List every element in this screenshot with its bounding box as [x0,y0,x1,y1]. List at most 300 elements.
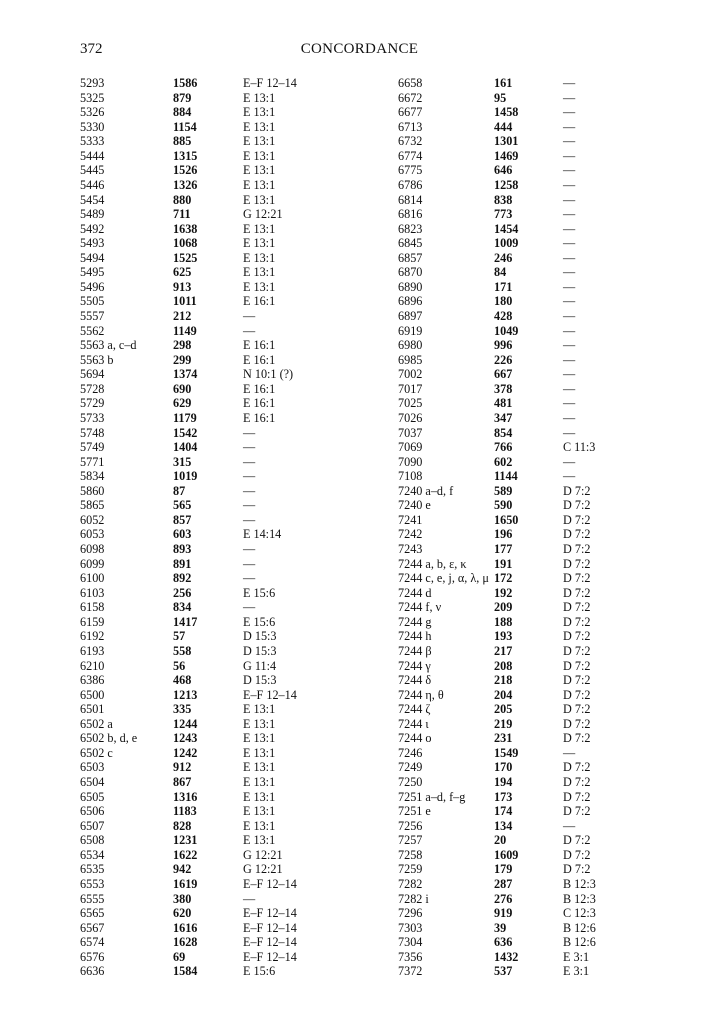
catalogue-number: 1242 [173,745,198,760]
inventory-number: 5446 [80,177,105,192]
context-reference: E 13:1 [243,148,276,163]
inventory-number: 5494 [80,250,105,265]
inventory-number: 5330 [80,119,105,134]
context-reference: — [563,323,576,338]
context-reference: E–F 12–14 [243,876,297,891]
inventory-number: 7240 a–d, f [398,483,454,498]
inventory-number: 7282 [398,876,423,891]
context-reference: C 11:3 [563,440,596,455]
catalogue-number: 857 [173,512,192,527]
catalogue-number: 298 [173,338,192,353]
catalogue-number: 880 [173,192,192,207]
catalogue-number: 1009 [494,236,519,251]
context-reference: D 7:2 [563,716,591,731]
inventory-number: 7244 h [398,629,432,644]
inventory-number: 5445 [80,163,105,178]
inventory-number: 6508 [80,833,105,848]
inventory-number: 6823 [398,221,423,236]
inventory-number: 6507 [80,818,105,833]
inventory-number: 7244 f, ν [398,600,442,615]
catalogue-number: 287 [494,876,513,891]
inventory-number: 6897 [398,309,423,323]
inventory-number: 7025 [398,396,423,411]
catalogue-number: 226 [494,352,513,367]
context-reference: E 14:14 [243,527,282,542]
inventory-number: 7244 o [398,731,432,746]
catalogue-number: 1650 [494,512,519,527]
context-reference: — [243,571,256,586]
context-reference: B 12:6 [563,935,596,950]
context-reference: — [243,512,256,527]
inventory-number: 6100 [80,571,105,586]
inventory-number: 6535 [80,862,105,877]
inventory-number: 6576 [80,949,105,964]
catalogue-number: 191 [494,556,513,571]
context-reference: — [563,294,576,309]
context-reference: E 16:1 [243,352,276,367]
context-reference: E 13:1 [243,221,276,236]
context-reference: D 7:2 [563,643,591,658]
context-reference: D 7:2 [563,833,591,848]
inventory-number: 6732 [398,134,423,149]
inventory-number: 6870 [398,265,423,280]
context-reference: — [563,265,576,280]
catalogue-number: 625 [173,265,192,280]
catalogue-number: 1584 [173,964,198,979]
context-reference: D 7:2 [563,862,591,877]
context-reference: G 12:21 [243,862,283,877]
context-reference: D 7:2 [563,804,591,819]
catalogue-number: 173 [494,789,513,804]
context-reference: E 13:1 [243,105,276,120]
context-reference: D 7:2 [563,585,591,600]
context-reference: — [243,891,256,906]
catalogue-number: 629 [173,396,192,411]
context-reference: D 7:2 [563,483,591,498]
context-reference: G 11:4 [243,658,277,673]
context-reference: — [563,221,576,236]
catalogue-number: 84 [494,265,507,280]
catalogue-number: 1011 [173,294,197,309]
inventory-number: 6502 b, d, e [80,731,138,746]
context-reference: D 15:3 [243,673,277,688]
inventory-number: 5562 [80,323,105,338]
catalogue-number: 208 [494,658,513,673]
context-reference: — [243,425,256,440]
catalogue-number: 711 [173,207,191,222]
context-reference: D 7:2 [563,629,591,644]
catalogue-number: 854 [494,425,513,440]
context-reference: E 13:1 [243,833,276,848]
context-reference: D 7:2 [563,658,591,673]
inventory-number: 6574 [80,935,105,950]
inventory-number: 7090 [398,454,423,469]
inventory-number: 7244 d [398,585,432,600]
context-reference: E 13:1 [243,90,276,105]
catalogue-number: 194 [494,775,513,789]
context-reference: E 15:6 [243,585,276,600]
inventory-number: 6159 [80,614,105,629]
inventory-number: 7241 [398,512,423,527]
context-reference: — [563,469,576,484]
context-reference: — [563,454,576,469]
inventory-number: 6713 [398,119,423,134]
inventory-number: 7026 [398,410,423,425]
context-reference: D 7:2 [563,600,591,615]
catalogue-number: 196 [494,527,513,542]
inventory-number: 7244 γ [398,658,431,673]
context-reference: E 13:1 [243,163,276,178]
context-reference: E–F 12–14 [243,920,297,935]
catalogue-number: 942 [173,862,192,877]
inventory-number: 6192 [80,629,105,644]
catalogue-number: 180 [494,294,513,309]
inventory-number: 6774 [398,148,423,163]
inventory-number: 5489 [80,207,105,222]
context-reference: — [563,279,576,294]
catalogue-number: 192 [494,585,513,600]
inventory-number: 6386 [80,673,105,688]
context-reference: — [563,163,576,178]
catalogue-number: 1258 [494,177,519,192]
inventory-number: 6506 [80,804,105,819]
context-reference: E 13:1 [243,745,276,760]
inventory-number: 5563 a, c–d [80,338,137,353]
catalogue-number: 838 [494,192,513,207]
context-reference: E 13:1 [243,804,276,819]
context-reference: N 10:1 (?) [243,367,294,382]
context-reference: E 13:1 [243,818,276,833]
inventory-number: 7242 [398,527,423,542]
inventory-number: 6505 [80,789,105,804]
context-reference: — [243,454,256,469]
catalogue-number: 602 [494,454,513,469]
inventory-number: 6502 c [80,745,113,760]
inventory-number: 5454 [80,192,105,207]
context-reference: — [243,600,256,615]
context-reference: E–F 12–14 [243,906,297,921]
catalogue-number: 57 [173,629,186,644]
context-reference: — [243,469,256,484]
catalogue-number: 1316 [173,789,198,804]
catalogue-number: 1638 [173,221,198,236]
inventory-number: 5694 [80,367,105,382]
context-reference: — [563,90,576,105]
context-reference: D 7:2 [563,687,591,702]
catalogue-number: 335 [173,702,192,717]
catalogue-number: 1326 [173,177,198,192]
catalogue-number: 212 [173,309,192,323]
context-reference: D 7:2 [563,556,591,571]
inventory-number: 6193 [80,643,105,658]
catalogue-number: 170 [494,760,513,775]
catalogue-number: 1049 [494,323,519,338]
catalogue-number: 1622 [173,847,198,862]
inventory-number: 6534 [80,847,105,862]
catalogue-number: 315 [173,454,192,469]
catalogue-number: 828 [173,818,192,833]
inventory-number: 6500 [80,687,105,702]
inventory-number: 6672 [398,90,423,105]
catalogue-number: 1417 [173,614,198,629]
catalogue-number: 867 [173,775,192,789]
catalogue-number: 1149 [173,323,197,338]
catalogue-number: 193 [494,629,513,644]
context-reference: — [243,556,256,571]
inventory-number: 7017 [398,381,423,396]
context-reference: — [243,498,256,513]
context-reference: E 16:1 [243,410,276,425]
context-reference: — [563,192,576,207]
catalogue-number: 1619 [173,876,198,891]
catalogue-number: 1454 [494,221,519,236]
catalogue-number: 276 [494,891,513,906]
inventory-number: 6501 [80,702,105,717]
inventory-number: 7108 [398,469,423,484]
inventory-number: 6814 [398,192,423,207]
inventory-number: 6553 [80,876,105,891]
catalogue-number: 667 [494,367,513,382]
context-reference: D 15:3 [243,629,277,644]
context-reference: E 16:1 [243,294,276,309]
catalogue-number: 134 [494,818,513,833]
catalogue-number: 218 [494,673,513,688]
catalogue-number: 603 [173,527,192,542]
inventory-number: 6896 [398,294,423,309]
catalogue-number: 188 [494,614,513,629]
inventory-number: 7244 c, e, j, α, λ, μ [398,571,489,586]
inventory-number: 6845 [398,236,423,251]
catalogue-number: 219 [494,716,513,731]
context-reference: E 16:1 [243,396,276,411]
context-reference: — [563,396,576,411]
catalogue-number: 912 [173,760,192,775]
inventory-number: 7246 [398,745,423,760]
inventory-number: 5748 [80,425,105,440]
catalogue-number: 537 [494,964,513,979]
inventory-number: 5771 [80,454,105,469]
catalogue-number: 87 [173,483,186,498]
catalogue-number: 885 [173,134,192,149]
inventory-number: 7296 [398,906,423,921]
catalogue-number: 177 [494,542,513,556]
catalogue-number: 1183 [173,804,197,819]
context-reference: E–F 12–14 [243,935,297,950]
context-reference: — [563,134,576,149]
context-reference: C 12:3 [563,906,596,921]
catalogue-number: 468 [173,673,192,688]
context-reference: E 13:1 [243,702,276,717]
catalogue-number: 204 [494,687,513,702]
inventory-number: 5834 [80,469,105,484]
inventory-number: 7372 [398,964,423,979]
catalogue-number: 161 [494,76,513,90]
catalogue-number: 481 [494,396,513,411]
inventory-number: 7244 a, b, ε, κ [398,556,467,571]
inventory-number: 7037 [398,425,423,440]
context-reference: G 12:21 [243,207,283,222]
context-reference: B 12:6 [563,920,596,935]
catalogue-number: 1458 [494,105,519,120]
inventory-number: 6565 [80,906,105,921]
inventory-number: 6555 [80,891,105,906]
inventory-number: 7258 [398,847,423,862]
catalogue-number: 69 [173,949,186,964]
inventory-number: 6504 [80,775,105,789]
context-reference: D 7:2 [563,702,591,717]
catalogue-number: 1525 [173,250,198,265]
context-reference: E 13:1 [243,236,276,251]
catalogue-number: 1213 [173,687,198,702]
inventory-number: 5444 [80,148,105,163]
catalogue-number: 1609 [494,847,519,862]
inventory-number: 7240 e [398,498,431,513]
context-reference: — [563,381,576,396]
inventory-number: 7250 [398,775,423,789]
catalogue-number: 1231 [173,833,198,848]
context-reference: G 12:21 [243,847,283,862]
context-reference: E 13:1 [243,279,276,294]
inventory-number: 5505 [80,294,105,309]
catalogue-number: 893 [173,542,192,556]
catalogue-number: 256 [173,585,192,600]
inventory-number: 6636 [80,964,105,979]
inventory-number: 5563 b [80,352,114,367]
context-reference: — [563,105,576,120]
catalogue-number: 773 [494,207,513,222]
inventory-number: 7244 ζ [398,702,431,717]
context-reference: E 13:1 [243,134,276,149]
catalogue-number: 1154 [173,119,197,134]
catalogue-number: 590 [494,498,513,513]
context-reference: E 13:1 [243,760,276,775]
context-reference: E–F 12–14 [243,949,297,964]
context-reference: E 13:1 [243,789,276,804]
inventory-number: 6052 [80,512,105,527]
catalogue-number: 646 [494,163,513,178]
catalogue-number: 217 [494,643,513,658]
catalogue-number: 565 [173,498,192,513]
catalogue-number: 378 [494,381,513,396]
inventory-number: 5733 [80,410,105,425]
catalogue-number: 380 [173,891,192,906]
context-reference: E–F 12–14 [243,76,297,90]
catalogue-number: 879 [173,90,192,105]
context-reference: D 7:2 [563,789,591,804]
context-reference: D 7:2 [563,731,591,746]
inventory-number: 7244 ι [398,716,429,731]
catalogue-number: 766 [494,440,513,455]
context-reference: D 7:2 [563,847,591,862]
catalogue-number: 171 [494,279,513,294]
context-reference: — [243,309,256,323]
inventory-number: 6502 a [80,716,113,731]
inventory-number: 5493 [80,236,105,251]
catalogue-number: 39 [494,920,507,935]
inventory-number: 6786 [398,177,423,192]
catalogue-number: 246 [494,250,513,265]
catalogue-number: 996 [494,338,513,353]
catalogue-number: 231 [494,731,513,746]
context-reference: — [563,410,576,425]
catalogue-number: 1469 [494,148,519,163]
inventory-number: 5865 [80,498,105,513]
context-reference: E 16:1 [243,338,276,353]
catalogue-number: 620 [173,906,192,921]
inventory-number: 7244 g [398,614,432,629]
catalogue-number: 1244 [173,716,198,731]
context-reference: — [563,425,576,440]
inventory-number: 7243 [398,542,423,556]
catalogue-number: 172 [494,571,513,586]
context-reference: D 7:2 [563,673,591,688]
inventory-number: 5728 [80,381,105,396]
catalogue-number: 56 [173,658,186,673]
context-reference: — [563,338,576,353]
catalogue-number: 1628 [173,935,198,950]
context-reference: D 15:3 [243,643,277,658]
context-reference: E 13:1 [243,250,276,265]
context-reference: E 15:6 [243,964,276,979]
inventory-number: 6890 [398,279,423,294]
inventory-number: 7251 e [398,804,431,819]
catalogue-number: 179 [494,862,513,877]
catalogue-number: 1526 [173,163,198,178]
context-reference: — [563,148,576,163]
catalogue-number: 444 [494,119,513,134]
catalogue-number: 892 [173,571,192,586]
context-reference: B 12:3 [563,876,596,891]
context-reference: E 16:1 [243,381,276,396]
context-reference: E 13:1 [243,265,276,280]
catalogue-number: 636 [494,935,513,950]
catalogue-number: 1549 [494,745,519,760]
catalogue-number: 1144 [494,469,518,484]
catalogue-number: 690 [173,381,192,396]
running-head: CONCORDANCE [300,41,419,57]
context-reference: E 3:1 [563,964,590,979]
catalogue-number: 1374 [173,367,198,382]
catalogue-number: 1542 [173,425,198,440]
inventory-number: 5496 [80,279,105,294]
catalogue-number: 95 [494,90,507,105]
catalogue-number: 884 [173,105,192,120]
inventory-number: 6985 [398,352,423,367]
inventory-number: 6210 [80,658,105,673]
catalogue-number: 1019 [173,469,198,484]
catalogue-number: 20 [494,833,507,848]
context-reference: D 7:2 [563,571,591,586]
catalogue-number: 1616 [173,920,198,935]
context-reference: E 3:1 [563,949,590,964]
inventory-number: 6098 [80,542,105,556]
inventory-number: 7069 [398,440,423,455]
catalogue-number: 589 [494,483,513,498]
inventory-number: 7002 [398,367,423,382]
inventory-number: 5333 [80,134,105,149]
catalogue-number: 174 [494,804,513,819]
inventory-number: 6980 [398,338,423,353]
catalogue-number: 1068 [173,236,198,251]
context-reference: D 7:2 [563,760,591,775]
inventory-number: 7244 β [398,643,432,658]
catalogue-number: 919 [494,906,513,921]
inventory-number: 6919 [398,323,423,338]
catalogue-number: 1179 [173,410,197,425]
inventory-number: 7257 [398,833,423,848]
catalogue-number: 1404 [173,440,198,455]
context-reference: — [563,367,576,382]
